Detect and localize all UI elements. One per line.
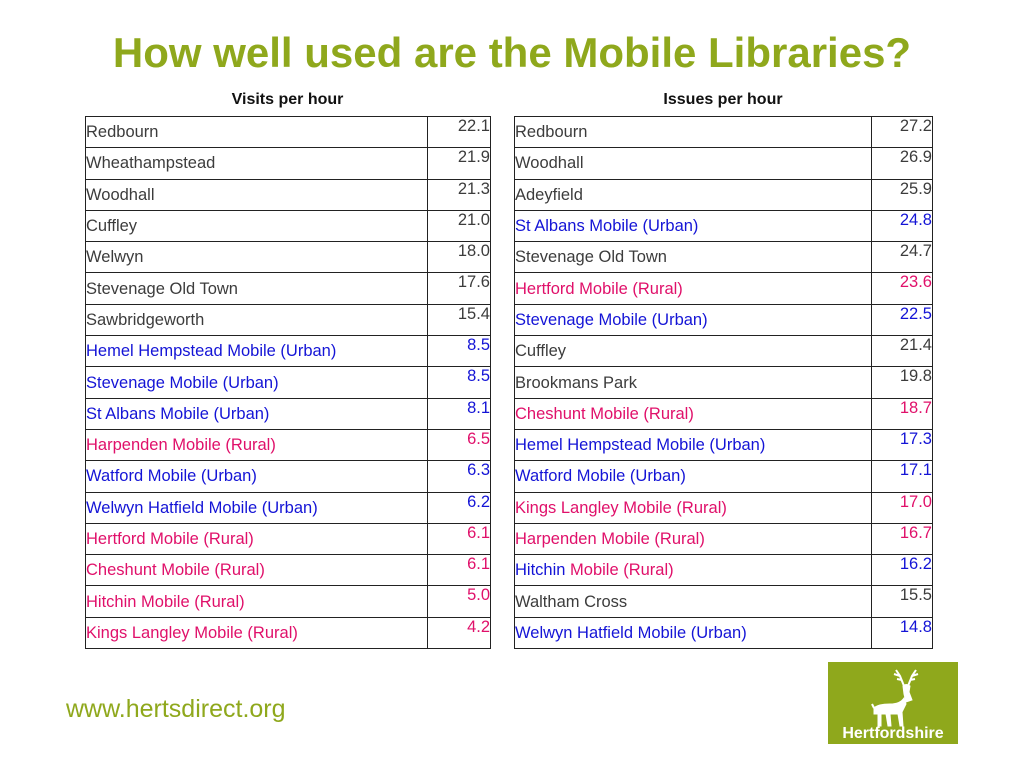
- table-row: [515, 179, 933, 210]
- table-row: [515, 586, 933, 617]
- library-name: Stevenage Old Town: [515, 248, 667, 267]
- rate-value-cell: 24.8: [872, 210, 933, 241]
- library-name: Sawbridgeworth: [86, 310, 205, 329]
- library-name: Harpenden Mobile (Rural): [515, 530, 705, 548]
- rate-value-cell: 27.2: [872, 117, 933, 148]
- library-name: Kings Langley Mobile (Rural): [515, 498, 727, 517]
- table-row: [515, 523, 933, 554]
- rate-value-cell: 24.7: [872, 242, 933, 273]
- table-row: [86, 461, 491, 492]
- library-name-cell: [86, 367, 428, 398]
- library-name-cell: [86, 117, 428, 148]
- table-row: [515, 148, 933, 179]
- library-name: Hemel Hempstead Mobile (Urban): [86, 342, 337, 361]
- rate-value-cell: 21.4: [872, 336, 933, 367]
- logo-text: Hertfordshire: [842, 725, 944, 742]
- library-name: Cheshunt Mobile (Rural): [515, 404, 694, 423]
- issues-per-hour-table: [514, 116, 933, 649]
- library-name: Cuffley: [86, 217, 138, 236]
- library-name-cell: [86, 555, 428, 586]
- table-row: [86, 242, 491, 273]
- rate-value-cell: 4.2: [428, 617, 491, 648]
- library-name: Redbourn: [86, 123, 159, 142]
- rate-value-cell: 21.3: [428, 179, 491, 210]
- table-row: [86, 336, 491, 367]
- rate-value-cell: 26.9: [872, 148, 933, 179]
- stag-icon: [830, 664, 956, 742]
- library-name: Brookmans Park: [515, 373, 637, 392]
- table-row: [86, 617, 491, 648]
- library-name-cell: [515, 429, 872, 460]
- library-name: Waltham Cross: [515, 592, 628, 611]
- table-row: [86, 398, 491, 429]
- rate-value-cell: 23.6: [872, 273, 933, 304]
- library-name-cell: [86, 210, 428, 241]
- table-row: [86, 273, 491, 304]
- table-row: [86, 210, 491, 241]
- library-name: Wheathampstead: [86, 154, 216, 173]
- library-name: St Albans Mobile (Urban): [86, 404, 270, 423]
- library-name: Stevenage Mobile (Urban): [86, 373, 279, 392]
- library-name-part: Hitchin: [515, 561, 571, 580]
- library-name: Woodhall: [86, 185, 155, 204]
- library-name: Hertford Mobile (Rural): [86, 530, 254, 548]
- hertfordshire-logo: [828, 662, 958, 744]
- library-name-cell: [515, 148, 872, 179]
- table-row: [515, 367, 933, 398]
- rate-value-cell: 14.8: [872, 617, 933, 648]
- rate-value-cell: 6.2: [428, 492, 491, 523]
- library-name-cell: [86, 461, 428, 492]
- library-name-cell: [515, 273, 872, 304]
- table-row: [515, 242, 933, 273]
- rate-value-cell: 17.1: [872, 461, 933, 492]
- rate-value-cell: 16.7: [872, 523, 933, 554]
- library-name: Hitchin Mobile (Rural): [86, 592, 245, 611]
- library-name: Cheshunt Mobile (Rural): [86, 561, 265, 580]
- library-name-cell: [515, 367, 872, 398]
- library-name-cell: [515, 492, 872, 523]
- library-name-cell: [515, 179, 872, 210]
- library-name-cell: [86, 336, 428, 367]
- rate-value-cell: 8.1: [428, 398, 491, 429]
- rate-value-cell: 5.0: [428, 586, 491, 617]
- library-name: Hemel Hempstead Mobile (Urban): [515, 436, 766, 455]
- library-name: St Albans Mobile (Urban): [515, 217, 699, 236]
- library-name-cell: [86, 304, 428, 335]
- table-row: [515, 210, 933, 241]
- rate-value-cell: 17.6: [428, 273, 491, 304]
- rate-value-cell: 6.3: [428, 461, 491, 492]
- table-row: [515, 429, 933, 460]
- rate-value-cell: 8.5: [428, 336, 491, 367]
- library-name: Stevenage Old Town: [86, 279, 238, 298]
- rate-value-cell: 18.7: [872, 398, 933, 429]
- visits-per-hour-table: [85, 116, 491, 649]
- visits-table-caption: Visits per hour: [231, 91, 344, 108]
- rate-value-cell: 6.1: [428, 555, 491, 586]
- library-name-cell: [515, 555, 872, 586]
- library-name: Woodhall: [515, 154, 584, 173]
- table-row: [515, 617, 933, 648]
- library-name: Watford Mobile (Urban): [86, 467, 257, 486]
- table-row: [86, 304, 491, 335]
- library-name-cell: [86, 242, 428, 273]
- page-title: How well used are the Mobile Libraries?: [112, 29, 912, 76]
- rate-value-cell: 16.2: [872, 555, 933, 586]
- rate-value-cell: 21.9: [428, 148, 491, 179]
- library-name: Hertford Mobile (Rural): [515, 279, 683, 298]
- rate-value-cell: 18.0: [428, 242, 491, 273]
- table-row: [86, 586, 491, 617]
- library-name-cell: [515, 336, 872, 367]
- library-name-cell: [515, 117, 872, 148]
- rate-value-cell: 22.5: [872, 304, 933, 335]
- library-name-cell: [86, 492, 428, 523]
- table-row: [86, 429, 491, 460]
- library-name-cell: [86, 148, 428, 179]
- table-row: [515, 273, 933, 304]
- rate-value-cell: 15.4: [428, 304, 491, 335]
- library-name: Cuffley: [515, 342, 567, 361]
- rate-value-cell: 17.3: [872, 429, 933, 460]
- table-row: [86, 523, 491, 554]
- table-row: [515, 398, 933, 429]
- rate-value-cell: 22.1: [428, 117, 491, 148]
- rate-value-cell: 17.0: [872, 492, 933, 523]
- table-row: [515, 555, 933, 586]
- library-name-cell: [515, 304, 872, 335]
- library-name-cell: [515, 398, 872, 429]
- library-name-cell: [515, 586, 872, 617]
- issues-table-caption: Issues per hour: [663, 91, 783, 108]
- library-name-cell: [86, 429, 428, 460]
- library-name: Kings Langley Mobile (Rural): [86, 623, 298, 642]
- library-name: Stevenage Mobile (Urban): [515, 310, 708, 329]
- table-row: [515, 117, 933, 148]
- table-row: [86, 148, 491, 179]
- table-row: [515, 461, 933, 492]
- library-name: Adeyfield: [515, 185, 583, 204]
- library-name: Watford Mobile (Urban): [515, 467, 686, 486]
- table-row: [515, 492, 933, 523]
- library-name-cell: [86, 523, 428, 554]
- library-name: Welwyn: [86, 248, 144, 267]
- rate-value-cell: 15.5: [872, 586, 933, 617]
- library-name-part: Mobile (Rural): [570, 561, 674, 580]
- rate-value-cell: 25.9: [872, 179, 933, 210]
- library-name-cell: [515, 617, 872, 648]
- website-link[interactable]: www.hertsdirect.org: [66, 695, 286, 723]
- table-row: [86, 179, 491, 210]
- library-name: Harpenden Mobile (Rural): [86, 436, 276, 455]
- library-name-cell: [86, 586, 428, 617]
- table-row: [86, 117, 491, 148]
- library-name: Welwyn Hatfield Mobile (Urban): [515, 623, 747, 642]
- table-row: [86, 367, 491, 398]
- library-name-cell: [515, 461, 872, 492]
- table-row: [515, 304, 933, 335]
- library-name: Welwyn Hatfield Mobile (Urban): [86, 498, 318, 517]
- table-row: [86, 555, 491, 586]
- rate-value-cell: 6.1: [428, 523, 491, 554]
- rate-value-cell: 6.5: [428, 429, 491, 460]
- library-name-cell: [86, 179, 428, 210]
- rate-value-cell: 19.8: [872, 367, 933, 398]
- library-name-cell: [515, 242, 872, 273]
- rate-value-cell: 8.5: [428, 367, 491, 398]
- table-row: [515, 336, 933, 367]
- library-name-cell: [86, 273, 428, 304]
- table-row: [86, 492, 491, 523]
- library-name-cell: [515, 523, 872, 554]
- rate-value-cell: 21.0: [428, 210, 491, 241]
- library-name-cell: [86, 398, 428, 429]
- library-name: Redbourn: [515, 123, 588, 142]
- library-name-cell: [515, 210, 872, 241]
- library-name-cell: [86, 617, 428, 648]
